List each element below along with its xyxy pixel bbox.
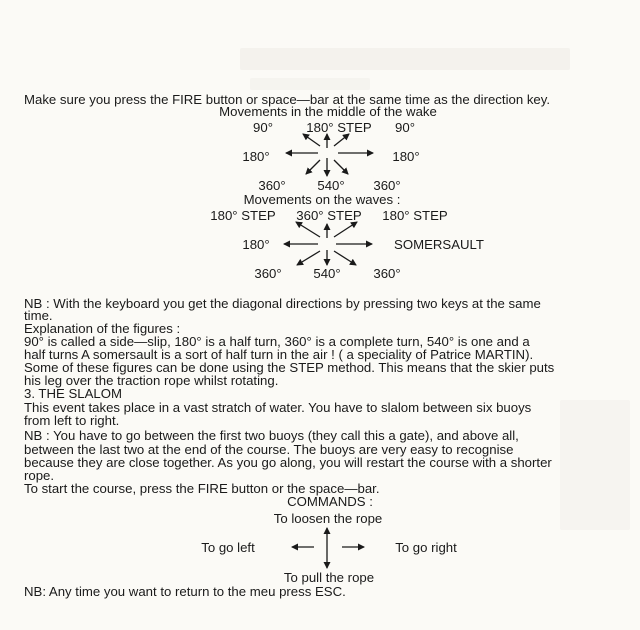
nb-keyboard-line: NB : With the keyboard you get the diagonal directions by pressing two keys at the same [24,296,541,311]
footer-note: NB: Any time you want to return to the meu press ESC. [24,584,346,599]
command-up: To loosen the rope [273,511,383,526]
slalom-line: This event takes place in a vast stratch of water. You have to slalom between six buoys [24,400,532,415]
waves-heading: Movements on the waves : [243,192,401,207]
waves-bot-right: 360° [373,266,401,281]
wake-heading: Movements in the middle of the wake [219,104,437,119]
slalom-line: rope. [24,468,55,483]
explanation-line: his leg over the traction rope whilst rotating. [24,373,279,388]
slalom-line: because they are close together. As you go along, you will restart the course with a shorter [24,455,552,470]
command-down: To pull the rope [283,570,375,585]
slalom-line: To start the course, press the FIRE button or the space—bar. [24,481,380,496]
command-left: To go left [201,540,255,555]
wake-top-right: 90° [395,120,415,135]
explanation-line: Explanation of the figures : [24,321,181,336]
arrow-up-left-icon [303,134,320,146]
arrow-up-left-icon [296,222,320,237]
arrow-down-right-icon [334,160,348,174]
wake-bot-left: 360° [258,178,286,193]
waves-mid-left: 180° [242,237,270,252]
arrow-down-right-icon [334,251,356,265]
slalom-heading: 3. THE SLALOM [24,386,122,401]
arrow-down-left-icon [306,160,320,174]
wake-arrows [286,134,373,176]
waves-bot-left: 360° [254,266,282,281]
wake-bot-mid: 540° [317,178,345,193]
arrow-up-right-icon [334,222,357,237]
waves-arrows [284,222,372,265]
commands-heading: COMMANDS : [287,494,373,509]
wake-bot-right: 360° [373,178,401,193]
slalom-line: from left to right. [24,413,120,428]
waves-top-left: 180° STEP [210,208,276,223]
arrow-up-right-icon [334,134,349,146]
wake-mid-left: 180° [242,149,270,164]
explanation-line: Some of these figures can be done using the STEP method. This means that the skier puts [24,360,555,375]
wake-top-left: 90° [253,120,273,135]
waves-bot-mid: 540° [313,266,341,281]
waves-top-right: 180° STEP [382,208,448,223]
nb-keyboard-line: time. [24,308,53,323]
slalom-line: NB : You have to go between the first two buoys (they call this a gate), and above all, [24,428,519,443]
explanation-line: half turns A somersault is a sort of half turn in the air ! ( a speciality of Patrice MARTIN). [24,347,534,362]
waves-top-mid: 360° STEP [296,208,362,223]
arrow-down-left-icon [297,251,320,265]
slalom-line: between the last two at the end of the course. The buoys are very easy to recognise [24,442,514,457]
wake-top-mid: 180° STEP [306,120,372,135]
commands-arrows [292,528,364,568]
waves-mid-right: SOMERSAULT [394,237,484,252]
command-right: To go right [395,540,457,555]
explanation-line: 90° is called a side—slip, 180° is a half turn, 360° is a complete turn, 540° is one and a [24,334,530,349]
wake-mid-right: 180° [392,149,420,164]
intro-text: Make sure you press the FIRE button or space—bar at the same time as the direction key. [24,92,551,107]
